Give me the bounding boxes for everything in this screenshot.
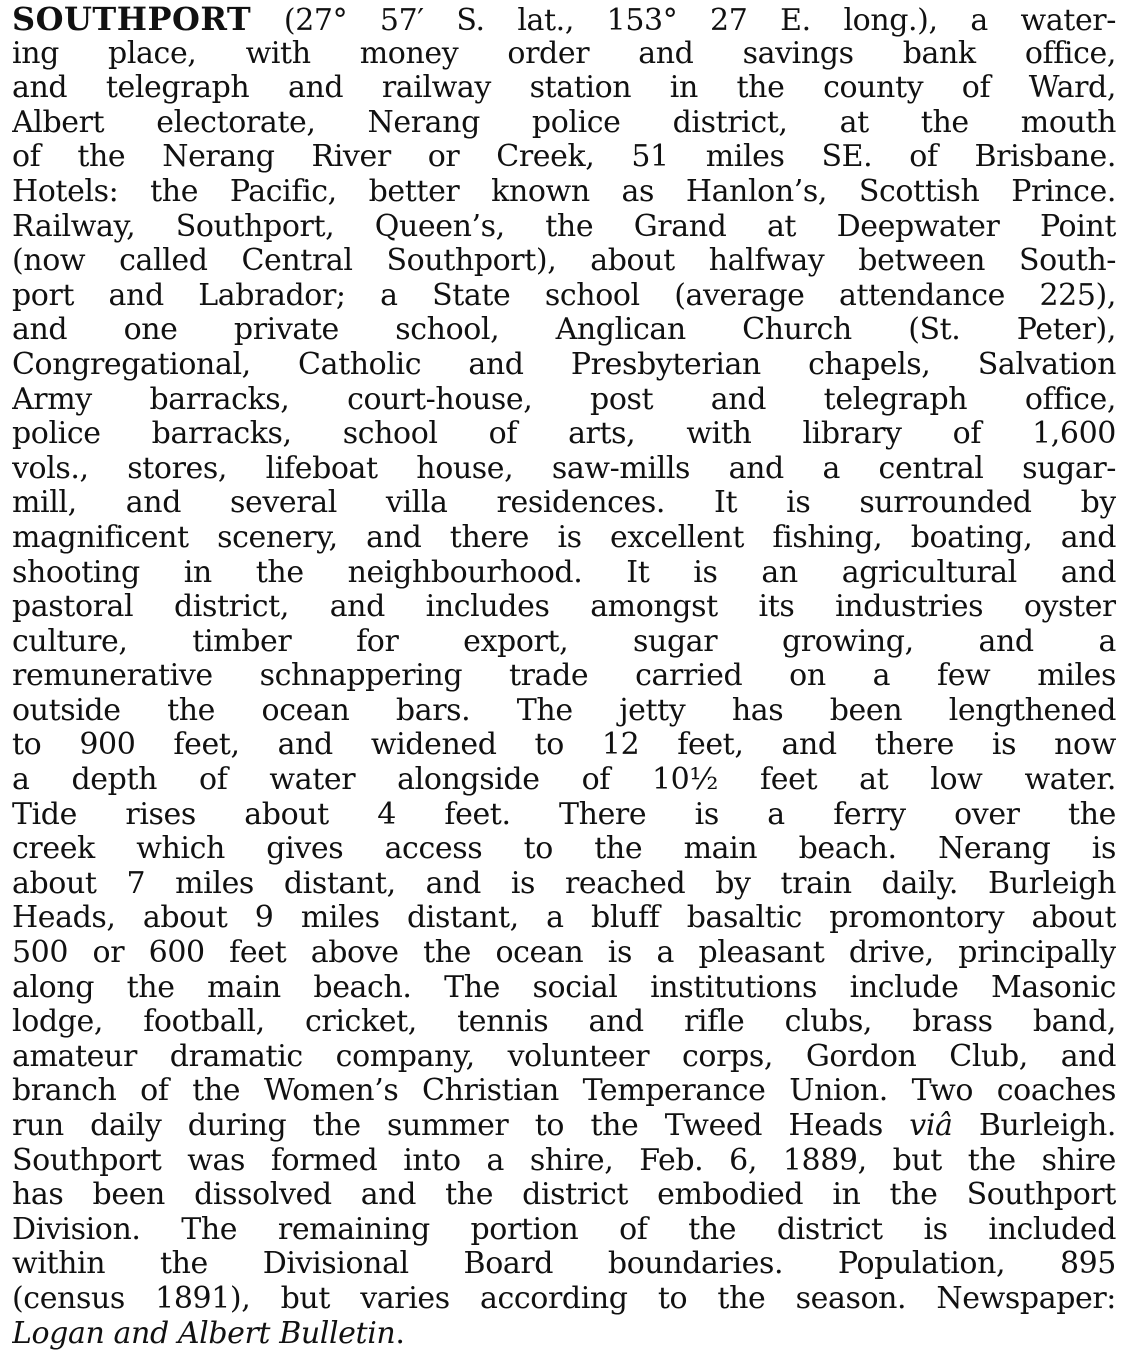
- line-text: has been dissolved and the district embodied in the Southport: [12, 1178, 1116, 1213]
- text-line: [12, 832, 1116, 867]
- text-line: [12, 1074, 1116, 1109]
- line-text-after: Burleigh.: [952, 1109, 1116, 1143]
- line-text: 500 or 600 feet above the ocean is a pleasant drive, principally: [12, 936, 1116, 971]
- text-line: [12, 798, 1116, 833]
- line-text: outside the ocean bars. The jetty has been lengthened: [12, 693, 1116, 728]
- line-text: to 900 feet, and widened to 12 feet, and there is now: [12, 728, 1116, 763]
- text-line: [12, 383, 1116, 418]
- text-line: [12, 936, 1116, 971]
- line-text: Heads, about 9 miles distant, a bluff basaltic promontory about: [12, 901, 1116, 936]
- text-line: [12, 1005, 1116, 1040]
- line-text: Southport was formed into a shire, Feb. 6, 1889, but the shire: [12, 1143, 1116, 1178]
- line-text: Tide rises about 4 feet. There is a ferry over the: [12, 797, 1116, 832]
- italic-text: viâ: [909, 1109, 953, 1143]
- line-text: Army barracks, court-house, post and telegraph office,: [12, 382, 1116, 417]
- line-text: (27° 57′ S. lat., 153° 27 E. long.), a water-: [251, 3, 1116, 37]
- text-line: [12, 417, 1116, 452]
- line-text: a depth of water alongside of 10½ feet at low water.: [12, 763, 1116, 798]
- line-text: shooting in the neighbourhood. It is an agricultural and: [12, 555, 1116, 590]
- line-text: Albert electorate, Nerang police district, at the mouth: [12, 105, 1116, 140]
- line-text-after: .: [395, 1316, 405, 1351]
- text-line: [12, 1109, 1116, 1144]
- text-line: [12, 1282, 1116, 1317]
- line-text: Division. The remaining portion of the district is included: [12, 1212, 1116, 1247]
- line-text: and one private school, Anglican Church (St. Peter),: [12, 313, 1116, 348]
- text-line: [12, 556, 1116, 591]
- text-line: [12, 867, 1116, 902]
- text-line: [12, 244, 1116, 279]
- text-line: [12, 625, 1116, 660]
- line-text: run daily during the summer to the Tweed Heads: [12, 1109, 910, 1143]
- line-text: lodge, football, cricket, tennis and rifle clubs, brass band,: [12, 1005, 1116, 1040]
- line-text: mill, and several villa residences. It is surrounded by: [12, 486, 1116, 521]
- text-line: [12, 1317, 1116, 1352]
- line-text: police barracks, school of arts, with library of 1,600: [12, 417, 1116, 452]
- text-line: [12, 279, 1116, 314]
- text-line: [12, 901, 1116, 936]
- line-text: creek which gives access to the main beach. Nerang is: [12, 832, 1116, 867]
- line-text: remunerative schnappering trade carried on a few miles: [12, 659, 1116, 694]
- line-text: Railway, Southport, Queen’s, the Grand at Deepwater Point: [12, 209, 1116, 244]
- line-text: amateur dramatic company, volunteer corps, Gordon Club, and: [12, 1039, 1116, 1074]
- text-line: [12, 452, 1116, 487]
- text-line: [12, 348, 1116, 383]
- text-line: [12, 37, 1116, 72]
- line-text: (now called Central Southport), about halfway between South-: [12, 244, 1116, 279]
- text-line: [12, 175, 1116, 210]
- gazetteer-entry: [12, 2, 1116, 1358]
- text-line: [12, 1040, 1116, 1075]
- line-text: culture, timber for export, sugar growing, and a: [12, 624, 1116, 659]
- text-line: [12, 521, 1116, 556]
- text-line: [12, 313, 1116, 348]
- text-line: [12, 590, 1116, 625]
- text-line: [12, 659, 1116, 694]
- text-line: [12, 210, 1116, 245]
- line-text: ing place, with money order and savings bank office,: [12, 36, 1116, 71]
- text-line: [12, 486, 1116, 521]
- text-line: [12, 1178, 1116, 1213]
- line-text: (census 1891), but varies according to the season. Newspaper:: [12, 1281, 1116, 1316]
- line-text: within the Divisional Board boundaries. Population, 895: [12, 1247, 1116, 1282]
- line-text: Congregational, Catholic and Presbyterian chapels, Salvation: [12, 347, 1116, 382]
- line-text: pastoral district, and includes amongst its industries oyster: [12, 590, 1116, 625]
- text-line: [12, 140, 1116, 175]
- line-text: vols., stores, lifeboat house, saw-mills and a central sugar-: [12, 451, 1116, 486]
- line-text: port and Labrador; a State school (average attendance 225),: [12, 278, 1116, 313]
- line-text: Hotels: the Pacific, better known as Hanlon’s, Scottish Prince.: [12, 174, 1116, 209]
- line-text: about 7 miles distant, and is reached by train daily. Burleigh: [12, 866, 1116, 901]
- text-line: [12, 1247, 1116, 1282]
- line-text: along the main beach. The social institutions include Masonic: [12, 970, 1116, 1005]
- text-line: [12, 106, 1116, 141]
- text-line: [12, 694, 1116, 729]
- line-text: magnificent scenery, and there is excellent fishing, boating, and: [12, 520, 1116, 555]
- headword: SOUTHPORT: [12, 2, 252, 37]
- text-line: [12, 971, 1116, 1006]
- line-text: and telegraph and railway station in the county of Ward,: [12, 71, 1116, 106]
- text-line: [12, 71, 1116, 106]
- text-line: [12, 728, 1116, 763]
- text-line: [12, 763, 1116, 798]
- line-text: branch of the Women’s Christian Temperance Union. Two coaches: [12, 1074, 1116, 1109]
- text-line: [12, 2, 1116, 37]
- text-line: [12, 1213, 1116, 1248]
- text-line: [12, 1144, 1116, 1179]
- line-text: of the Nerang River or Creek, 51 miles SE. of Brisbane.: [12, 140, 1116, 175]
- italic-text: Logan and Albert Bulletin: [12, 1316, 396, 1351]
